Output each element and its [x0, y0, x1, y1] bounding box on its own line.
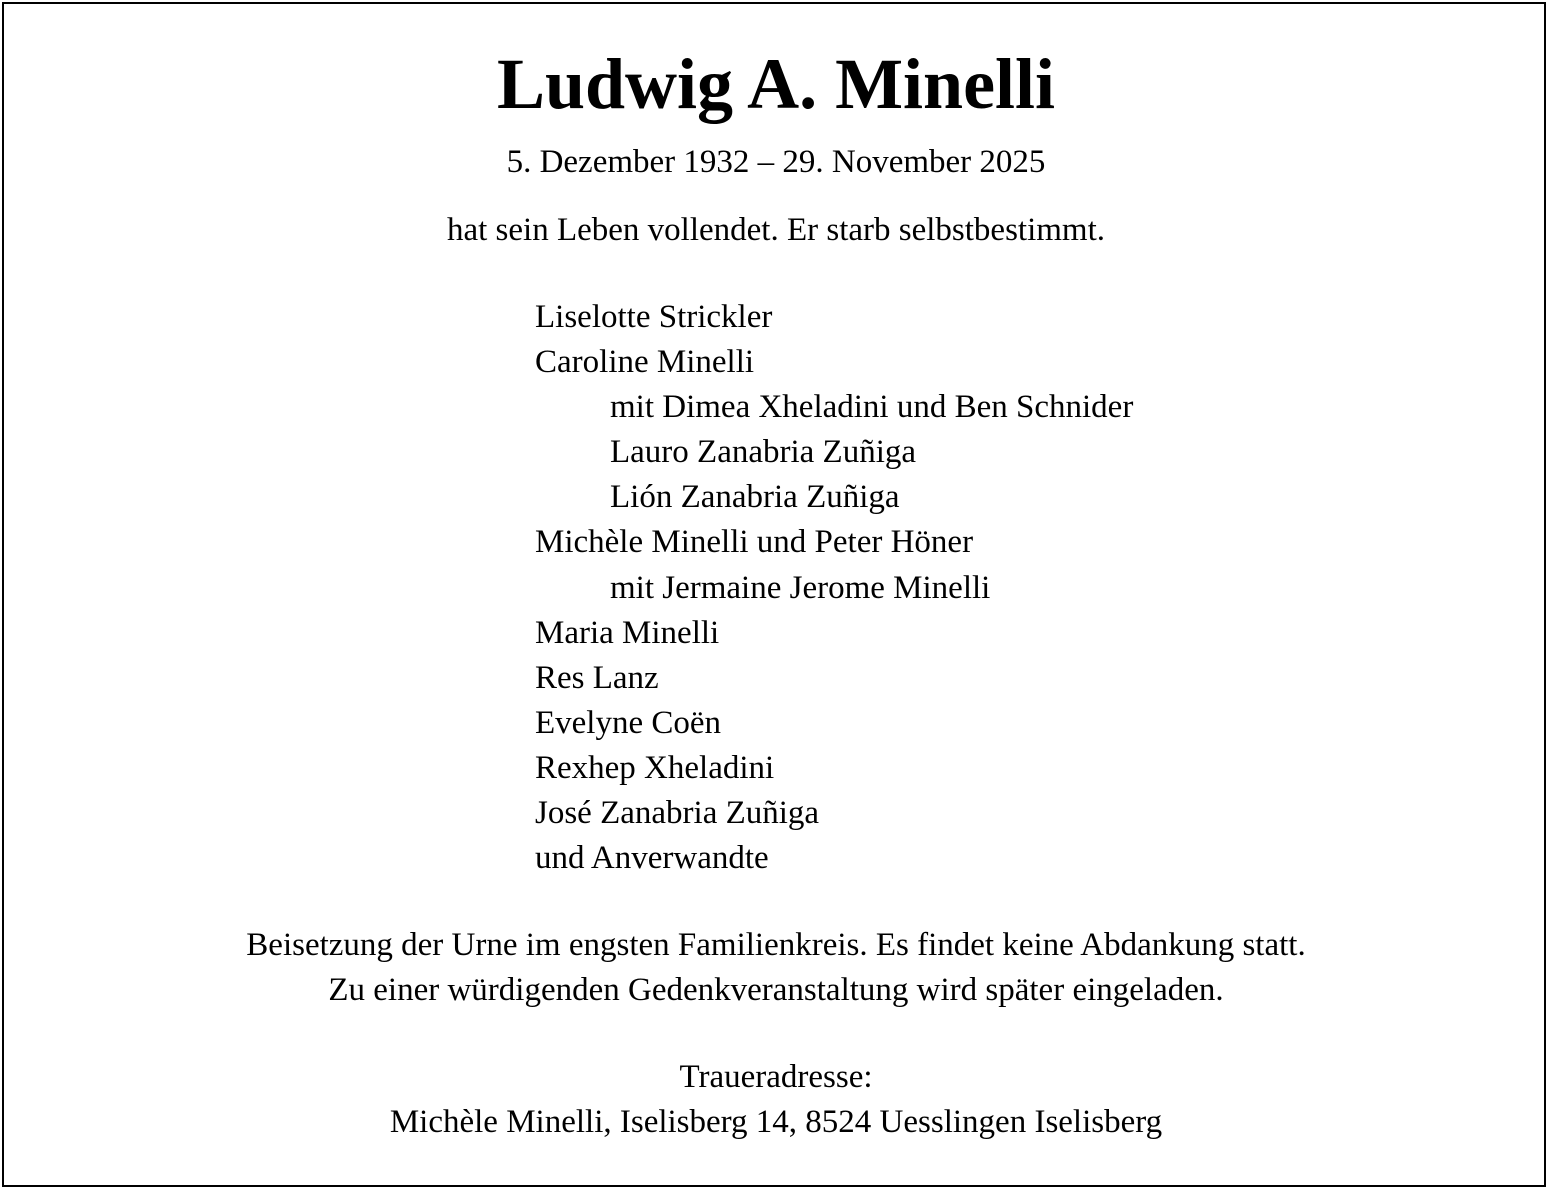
mourner-entry-indented: mit Dimea Xheladini und Ben Schnider: [610, 389, 1134, 426]
mourning-address: Michèle Minelli, Iselisberg 14, 8524 Uesslingen Iselisberg: [389, 1104, 1163, 1140]
mourner-entry-indented: mit Jermaine Jerome Minelli: [610, 569, 991, 606]
mourning-address-label: Traueradresse:: [679, 1059, 873, 1095]
mourner-entry: Caroline Minelli: [535, 344, 755, 381]
life-dates: 5. Dezember 1932 – 29. November 2025: [506, 144, 1046, 180]
mourner-entry: Michèle Minelli und Peter Höner: [535, 524, 974, 561]
memorial-notice: Zu einer würdigenden Gedenkveranstaltung wird später eingeladen.: [328, 972, 1224, 1008]
burial-notice: Beisetzung der Urne im engsten Familienkreis. Es findet keine Abdankung statt.: [246, 927, 1306, 963]
mourner-entry-indented: Lauro Zanabria Zuñiga: [610, 434, 917, 471]
deceased-name: Ludwig A. Minelli: [496, 44, 1056, 124]
mourner-entry: José Zanabria Zuñiga: [535, 795, 820, 832]
mourner-entry-indented: Lión Zanabria Zuñiga: [610, 479, 900, 516]
death-statement: hat sein Leben vollendet. Er starb selbstbestimmt.: [446, 212, 1106, 248]
mourner-entry: Liselotte Strickler: [535, 299, 773, 335]
mourner-entry: Evelyne Coën: [535, 704, 722, 741]
mourner-entry: Maria Minelli: [535, 614, 720, 651]
mourner-entry: Res Lanz: [535, 659, 659, 696]
mourner-entry: Rexhep Xheladini: [535, 749, 775, 786]
mourners-list: [535, 295, 1133, 881]
mourner-entry: und Anverwandte: [535, 840, 769, 877]
